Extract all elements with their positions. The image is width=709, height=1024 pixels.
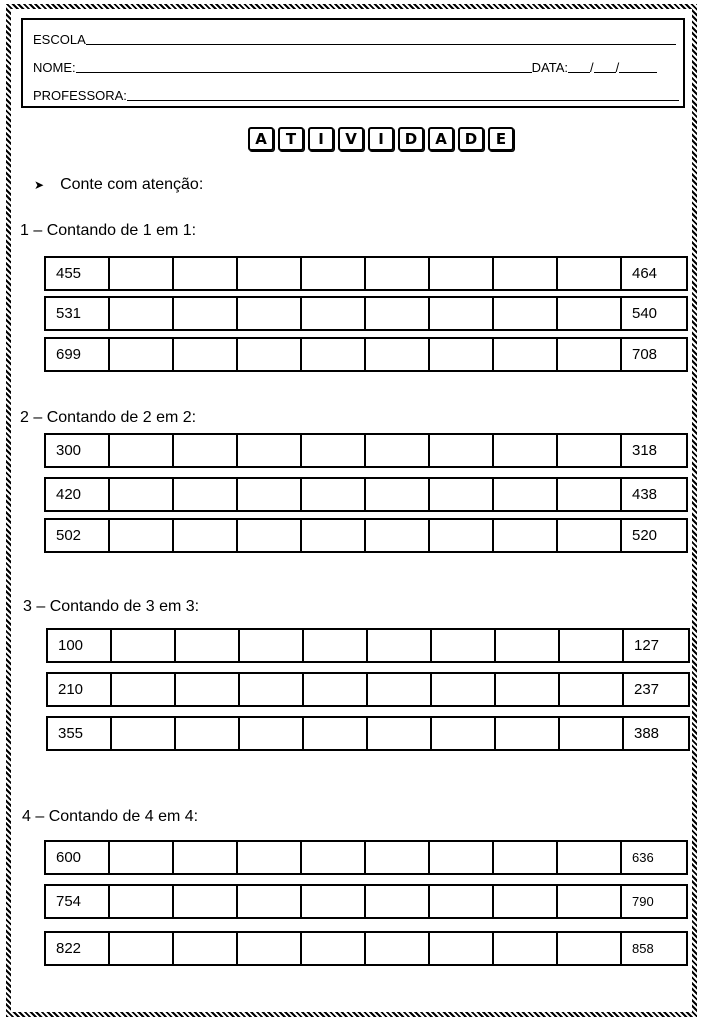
escola-line <box>33 32 676 48</box>
count-row <box>46 628 690 663</box>
blank-answer-cell[interactable] <box>494 933 558 964</box>
blank-answer-cell[interactable] <box>110 298 174 329</box>
count-row <box>44 840 688 875</box>
start-number-cell: 420 <box>46 479 110 510</box>
title-letter: I <box>368 127 394 151</box>
blank-answer-cell[interactable] <box>430 933 494 964</box>
blank-answer-cell[interactable] <box>494 842 558 873</box>
end-number-cell: 127 <box>634 637 660 654</box>
nome-label: NOME: <box>33 60 76 75</box>
blank-answer-cell[interactable] <box>238 298 302 329</box>
date-month-field[interactable] <box>594 61 616 73</box>
blank-answer-cell[interactable] <box>110 520 174 551</box>
blank-answer-cell[interactable] <box>366 298 430 329</box>
blank-answer-cell[interactable] <box>366 258 430 289</box>
count-row <box>44 477 688 512</box>
blank-answer-cell[interactable] <box>174 520 238 551</box>
blank-answer-cell[interactable] <box>558 842 622 873</box>
count-row <box>44 931 688 966</box>
count-row <box>44 518 688 553</box>
blank-answer-cell[interactable] <box>110 479 174 510</box>
title-letter: I <box>308 127 334 151</box>
date-sep-1: / <box>589 60 594 75</box>
blank-answer-cell[interactable] <box>174 842 238 873</box>
blank-answer-cell[interactable] <box>494 258 558 289</box>
blank-answer-cell[interactable] <box>368 630 432 661</box>
title-atividade <box>248 127 514 151</box>
blank-answer-cell[interactable] <box>366 435 430 466</box>
count-row <box>46 716 690 751</box>
blank-answer-cell[interactable] <box>238 520 302 551</box>
blank-answer-cell[interactable] <box>430 339 494 370</box>
count-row <box>44 296 688 331</box>
start-number-cell: 300 <box>46 435 110 466</box>
end-number-cell: 790 <box>632 894 654 909</box>
blank-answer-cell[interactable] <box>560 674 624 705</box>
blank-answer-cell[interactable] <box>430 258 494 289</box>
blank-answer-cell[interactable] <box>174 339 238 370</box>
professora-label: PROFESSORA: <box>33 88 127 103</box>
blank-answer-cell[interactable] <box>366 479 430 510</box>
blank-answer-cell[interactable] <box>558 886 622 917</box>
blank-answer-cell[interactable] <box>238 886 302 917</box>
blank-answer-cell[interactable] <box>494 479 558 510</box>
title-letter: A <box>248 127 274 151</box>
blank-answer-cell[interactable] <box>302 842 366 873</box>
blank-answer-cell[interactable] <box>174 479 238 510</box>
title-letter: E <box>488 127 514 151</box>
blank-answer-cell[interactable] <box>496 630 560 661</box>
blank-answer-cell[interactable] <box>110 886 174 917</box>
blank-answer-cell[interactable] <box>112 674 176 705</box>
blank-answer-cell[interactable] <box>558 933 622 964</box>
escola-field[interactable] <box>86 33 676 45</box>
blank-answer-cell[interactable] <box>302 933 366 964</box>
end-number-cell: 540 <box>632 305 658 322</box>
blank-answer-cell[interactable] <box>558 435 622 466</box>
date-sep-2: / <box>615 60 620 75</box>
blank-answer-cell[interactable] <box>238 842 302 873</box>
start-number-cell: 455 <box>46 258 110 289</box>
start-number-cell: 502 <box>46 520 110 551</box>
blank-answer-cell[interactable] <box>302 520 366 551</box>
blank-answer-cell[interactable] <box>430 298 494 329</box>
blank-answer-cell[interactable] <box>176 630 240 661</box>
blank-answer-cell[interactable] <box>494 298 558 329</box>
blank-answer-cell[interactable] <box>560 630 624 661</box>
end-number-cell: 388 <box>634 725 660 742</box>
date-year-field[interactable] <box>619 61 657 73</box>
blank-answer-cell[interactable] <box>560 718 624 749</box>
blank-answer-cell[interactable] <box>430 886 494 917</box>
title-letter: V <box>338 127 364 151</box>
count-row <box>44 433 688 468</box>
start-number-cell: 600 <box>46 842 110 873</box>
escola-label: ESCOLA <box>33 32 86 47</box>
blank-answer-cell[interactable] <box>238 479 302 510</box>
blank-answer-cell[interactable] <box>110 258 174 289</box>
blank-answer-cell[interactable] <box>494 520 558 551</box>
end-number-cell: 858 <box>632 941 654 956</box>
blank-answer-cell[interactable] <box>366 520 430 551</box>
blank-answer-cell[interactable] <box>238 258 302 289</box>
section-title: 3 – Contando de 3 em 3: <box>23 598 200 615</box>
blank-answer-cell[interactable] <box>112 630 176 661</box>
blank-answer-cell[interactable] <box>304 630 368 661</box>
blank-answer-cell[interactable] <box>240 718 304 749</box>
blank-answer-cell[interactable] <box>496 674 560 705</box>
professora-field[interactable] <box>127 89 679 101</box>
blank-answer-cell[interactable] <box>176 718 240 749</box>
end-number-cell: 438 <box>632 486 658 503</box>
blank-answer-cell[interactable] <box>432 718 496 749</box>
end-number-cell: 520 <box>632 527 658 544</box>
blank-answer-cell[interactable] <box>110 933 174 964</box>
blank-answer-cell[interactable] <box>238 933 302 964</box>
blank-answer-cell[interactable] <box>174 298 238 329</box>
blank-answer-cell[interactable] <box>494 886 558 917</box>
blank-answer-cell[interactable] <box>174 435 238 466</box>
nome-field[interactable] <box>76 61 532 73</box>
blank-answer-cell[interactable] <box>112 718 176 749</box>
nome-line <box>33 60 657 76</box>
blank-answer-cell[interactable] <box>494 435 558 466</box>
blank-answer-cell[interactable] <box>110 339 174 370</box>
blank-answer-cell[interactable] <box>430 435 494 466</box>
start-number-cell: 531 <box>46 298 110 329</box>
blank-answer-cell[interactable] <box>110 842 174 873</box>
blank-answer-cell[interactable] <box>302 435 366 466</box>
start-number-cell: 699 <box>46 339 110 370</box>
blank-answer-cell[interactable] <box>432 630 496 661</box>
instruction <box>34 176 203 194</box>
blank-answer-cell[interactable] <box>558 339 622 370</box>
blank-answer-cell[interactable] <box>366 886 430 917</box>
count-row <box>44 337 688 372</box>
count-row <box>46 672 690 707</box>
arrow-bullet-icon: ➤ <box>34 178 45 192</box>
instruction-text: Conte com atenção: <box>60 176 204 193</box>
blank-answer-cell[interactable] <box>366 933 430 964</box>
blank-answer-cell[interactable] <box>304 674 368 705</box>
blank-answer-cell[interactable] <box>366 339 430 370</box>
blank-answer-cell[interactable] <box>558 520 622 551</box>
blank-answer-cell[interactable] <box>238 435 302 466</box>
blank-answer-cell[interactable] <box>430 842 494 873</box>
header-box <box>21 18 685 108</box>
blank-answer-cell[interactable] <box>494 339 558 370</box>
blank-answer-cell[interactable] <box>110 435 174 466</box>
start-number-cell: 355 <box>48 718 112 749</box>
blank-answer-cell[interactable] <box>430 479 494 510</box>
count-row <box>44 884 688 919</box>
start-number-cell: 754 <box>46 886 110 917</box>
blank-answer-cell[interactable] <box>302 339 366 370</box>
title-letter: T <box>278 127 304 151</box>
section-title: 4 – Contando de 4 em 4: <box>22 808 199 825</box>
blank-answer-cell[interactable] <box>496 718 560 749</box>
end-number-cell: 318 <box>632 442 658 459</box>
section-title: 1 – Contando de 1 em 1: <box>20 222 197 239</box>
blank-answer-cell[interactable] <box>302 886 366 917</box>
blank-answer-cell[interactable] <box>302 298 366 329</box>
blank-answer-cell[interactable] <box>368 674 432 705</box>
blank-answer-cell[interactable] <box>558 258 622 289</box>
blank-answer-cell[interactable] <box>558 479 622 510</box>
start-number-cell: 100 <box>48 630 112 661</box>
blank-answer-cell[interactable] <box>558 298 622 329</box>
title-letter: D <box>398 127 424 151</box>
title-letter: A <box>428 127 454 151</box>
end-number-cell: 237 <box>634 681 660 698</box>
title-letter: D <box>458 127 484 151</box>
data-label: DATA: <box>531 60 568 75</box>
blank-answer-cell[interactable] <box>366 842 430 873</box>
section-title: 2 – Contando de 2 em 2: <box>20 409 197 426</box>
count-row <box>44 256 688 291</box>
end-number-cell: 636 <box>632 850 654 865</box>
blank-answer-cell[interactable] <box>176 674 240 705</box>
blank-answer-cell[interactable] <box>174 886 238 917</box>
blank-answer-cell[interactable] <box>304 718 368 749</box>
blank-answer-cell[interactable] <box>174 258 238 289</box>
professora-line <box>33 88 679 104</box>
start-number-cell: 210 <box>48 674 112 705</box>
blank-answer-cell[interactable] <box>174 933 238 964</box>
date-day-field[interactable] <box>568 61 590 73</box>
blank-answer-cell[interactable] <box>368 718 432 749</box>
start-number-cell: 822 <box>46 933 110 964</box>
end-number-cell: 708 <box>632 346 658 363</box>
blank-answer-cell[interactable] <box>302 479 366 510</box>
blank-answer-cell[interactable] <box>240 674 304 705</box>
blank-answer-cell[interactable] <box>240 630 304 661</box>
blank-answer-cell[interactable] <box>238 339 302 370</box>
blank-answer-cell[interactable] <box>430 520 494 551</box>
blank-answer-cell[interactable] <box>302 258 366 289</box>
end-number-cell: 464 <box>632 265 658 282</box>
blank-answer-cell[interactable] <box>432 674 496 705</box>
